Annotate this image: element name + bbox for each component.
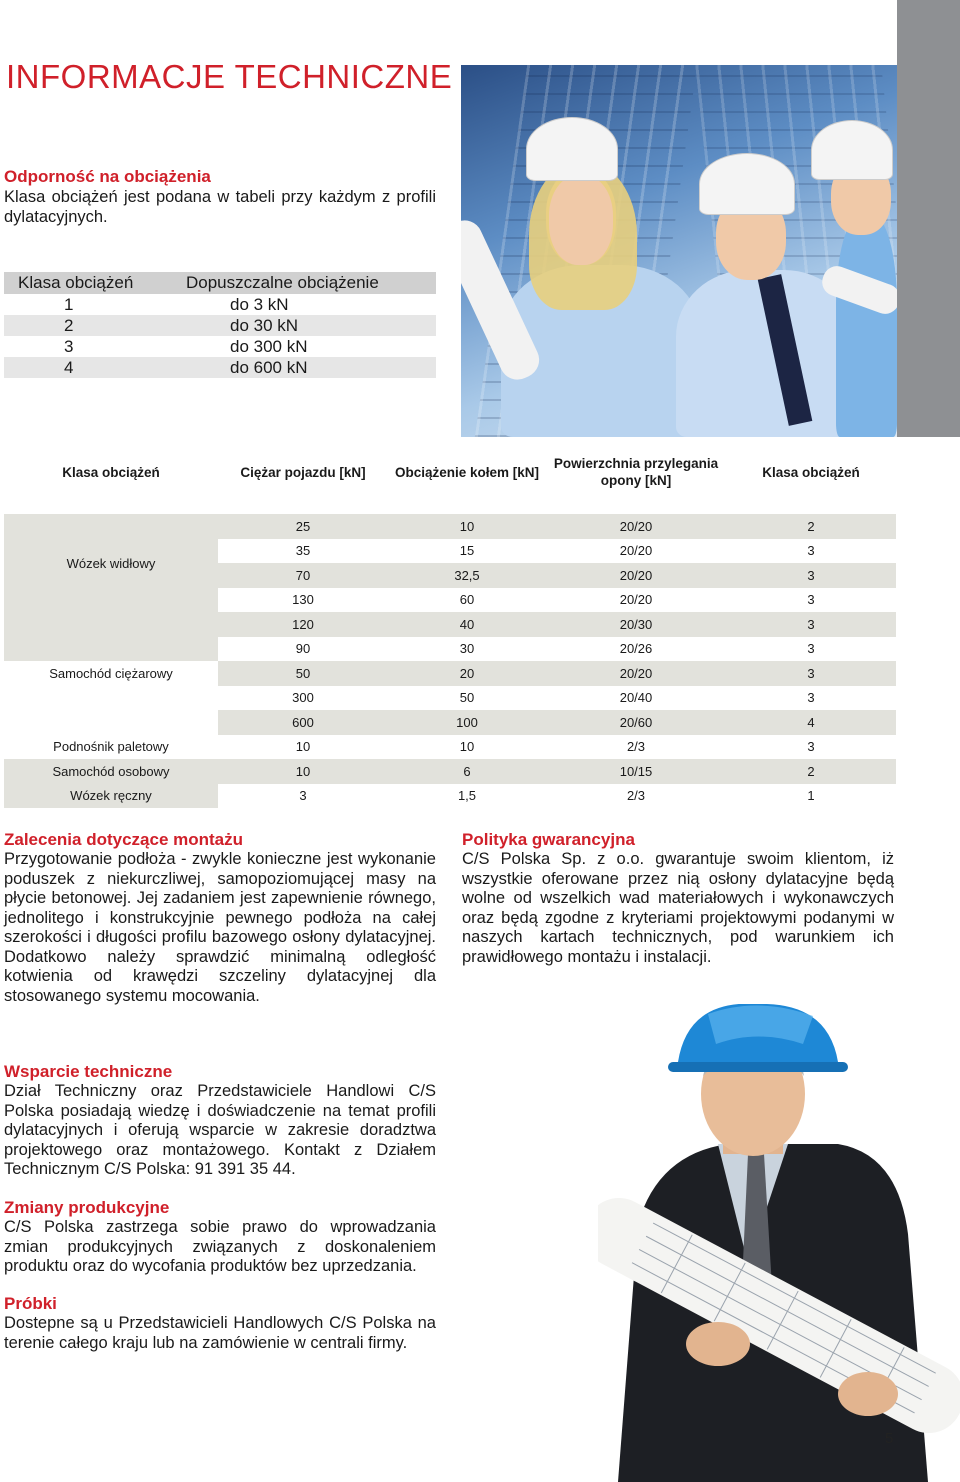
group-car: Samochód osobowy	[4, 759, 218, 784]
table-cell: 10	[218, 759, 388, 784]
table-cell: 40	[388, 612, 546, 637]
table-cell: 20/20	[546, 514, 726, 539]
load-class-value: 3	[64, 336, 74, 356]
warranty-heading: Polityka gwarancyjna	[462, 830, 635, 849]
table-cell: 30	[459, 641, 475, 657]
load-class-table	[4, 272, 436, 378]
page-title: INFORMACJE TECHNICZNE	[6, 58, 453, 95]
table-cell: 20/60	[546, 710, 726, 735]
warranty-text: C/S Polska Sp. z o.o. gwarantuje swoim klientom, iż wszystkie oferowane przez nią osłony dylatacyjne będą wolne od wszelkich wad materiałowych i wykonawczych oraz będą zgodne z kryteriami projektowymi podanymi w naszych kartach technicznych, pod warunkiem ich prawidłowego montażu i instalacji.	[462, 850, 894, 966]
table-cell: 300	[292, 690, 314, 706]
header-load-class: Klasa obciążeń	[62, 464, 160, 480]
load-class-header-row	[4, 272, 436, 294]
table-cell: 2	[726, 514, 896, 539]
table-row	[4, 735, 896, 760]
table-cell: 90	[295, 641, 311, 657]
table-cell: 2/3	[626, 739, 646, 755]
table-cell: 4	[726, 710, 896, 735]
table-cell: 15	[459, 543, 475, 559]
group-truck: Samochód ciężarowy	[4, 612, 218, 735]
allowed-load-value: do 600 kN	[186, 357, 436, 378]
header-wheel-load: Obciążenie kołem [kN]	[394, 464, 540, 480]
changes-heading: Zmiany produkcyjne	[4, 1198, 170, 1217]
table-cell: 10/15	[546, 759, 726, 784]
vehicle-load-table	[4, 440, 896, 808]
table-row	[4, 612, 896, 637]
allowed-load-header: Dopuszczalne obciążenie	[186, 272, 436, 294]
table-cell: 1	[807, 788, 815, 804]
table-row	[4, 514, 896, 539]
table-cell: 50	[459, 690, 475, 706]
table-row	[4, 784, 896, 809]
load-class-value: 2	[4, 315, 186, 336]
table-cell: 10	[388, 514, 546, 539]
group-hand-cart: Wózek ręczny	[4, 784, 218, 809]
resistance-heading: Odporność na obciążenia	[4, 167, 211, 186]
header-tire-contact: Powierzchnia przylegania opony [kN]	[553, 456, 719, 488]
table-cell: 20/20	[619, 592, 653, 608]
table-cell: 20/20	[546, 563, 726, 588]
table-cell: 20/26	[619, 641, 653, 657]
table-cell: 35	[295, 543, 311, 559]
table-cell: 3	[299, 788, 307, 804]
resistance-text: Klasa obciążeń jest podana w tabeli przy każdym z profili dylatacyjnych.	[4, 188, 436, 226]
load-class-row	[4, 336, 436, 357]
load-class-row	[4, 315, 436, 336]
table-cell: 70	[218, 563, 388, 588]
load-class-row	[4, 294, 436, 315]
engineers-photo	[461, 65, 897, 437]
vehicle-load-header-row	[4, 440, 896, 504]
support-text: Dział Techniczny oraz Przedstawiciele Handlowi C/S Polska posiadają wiedzę i doświadczenie na temat profili dylatacyjnych i oferują wsparcie w zakresie doradztwa projektowego oraz montażowego. Kontakt z Działem Technicznym C/S Polska: 91 391 35 44.	[4, 1082, 436, 1178]
changes-text: C/S Polska zastrzega sobie prawo do wprowadzania zmian produkcyjnych związanych z doskonaleniem produktu oraz do wycofania produktów bez uprzedzania.	[4, 1218, 436, 1275]
table-cell: 130	[292, 592, 314, 608]
mounting-heading: Zalecenia dotyczące montażu	[4, 830, 244, 849]
table-cell: 120	[218, 612, 388, 637]
senior-engineer-photo	[598, 1004, 960, 1482]
load-class-value: 1	[64, 294, 74, 314]
table-cell: 3	[807, 641, 815, 657]
header-vehicle-weight: Ciężar pojazdu [kN]	[240, 464, 366, 480]
table-cell: 3	[726, 563, 896, 588]
load-class-value: 4	[4, 357, 186, 378]
support-heading: Wsparcie techniczne	[4, 1062, 173, 1081]
group-pallet-lift: Podnośnik paletowy	[53, 739, 169, 755]
table-cell: 50	[218, 661, 388, 686]
helmet-logo	[526, 117, 618, 181]
page-number: 5	[885, 1430, 894, 1447]
header-load-class-2: Klasa obciążeń	[762, 464, 860, 480]
table-cell: 10	[459, 739, 475, 755]
table-cell: 32,5	[388, 563, 546, 588]
table-cell: 20/40	[619, 690, 653, 706]
group-forklift: Wózek widłowy	[4, 514, 218, 612]
table-cell: 60	[459, 592, 475, 608]
table-cell: 100	[388, 710, 546, 735]
mounting-text: Przygotowanie podłoża - zwykle konieczne jest wykonanie poduszek z niekurczliwej, samopoziomującej masy na płycie betonowej. Jej zadaniem jest zapewnienie równego, jednolitego i konstrukcyjnie pewnego podłoża na całej szerokości i długości profilu bazowego osłony dylatacyjnej. Dodatkowo należy sprawdzić minimalną odległość kotwienia od krawędzi szczeliny dylatacyjnej dla stosowanego systemu mocowania.	[4, 850, 436, 1005]
table-cell: 10	[295, 739, 311, 755]
load-class-header: Klasa obciążeń	[4, 272, 186, 294]
table-cell: 20/20	[546, 661, 726, 686]
table-cell: 6	[388, 759, 546, 784]
table-cell: 2/3	[626, 788, 646, 804]
table-cell: 20/30	[546, 612, 726, 637]
table-cell: 3	[807, 592, 815, 608]
load-class-row	[4, 357, 436, 378]
table-cell: 3	[807, 739, 815, 755]
samples-heading: Próbki	[4, 1294, 57, 1313]
table-cell: 1,5	[457, 788, 477, 804]
table-row	[4, 759, 896, 784]
allowed-load-value: do 30 kN	[186, 315, 436, 336]
table-cell: 20	[388, 661, 546, 686]
side-gray-bar	[897, 0, 960, 437]
table-cell: 3	[807, 543, 815, 559]
samples-text: Dostepne są u Przedstawicieli Handlowych C/S Polska na terenie całego kraju lub na zamówienie w centrali firmy.	[4, 1314, 436, 1352]
table-cell: 3	[807, 690, 815, 706]
table-cell: 20/20	[619, 543, 653, 559]
allowed-load-value: do 3 kN	[230, 294, 289, 314]
table-cell: 3	[726, 612, 896, 637]
table-cell: 600	[218, 710, 388, 735]
table-cell: 25	[218, 514, 388, 539]
table-cell: 2	[726, 759, 896, 784]
table-cell: 3	[726, 661, 896, 686]
allowed-load-value: do 300 kN	[230, 336, 308, 356]
